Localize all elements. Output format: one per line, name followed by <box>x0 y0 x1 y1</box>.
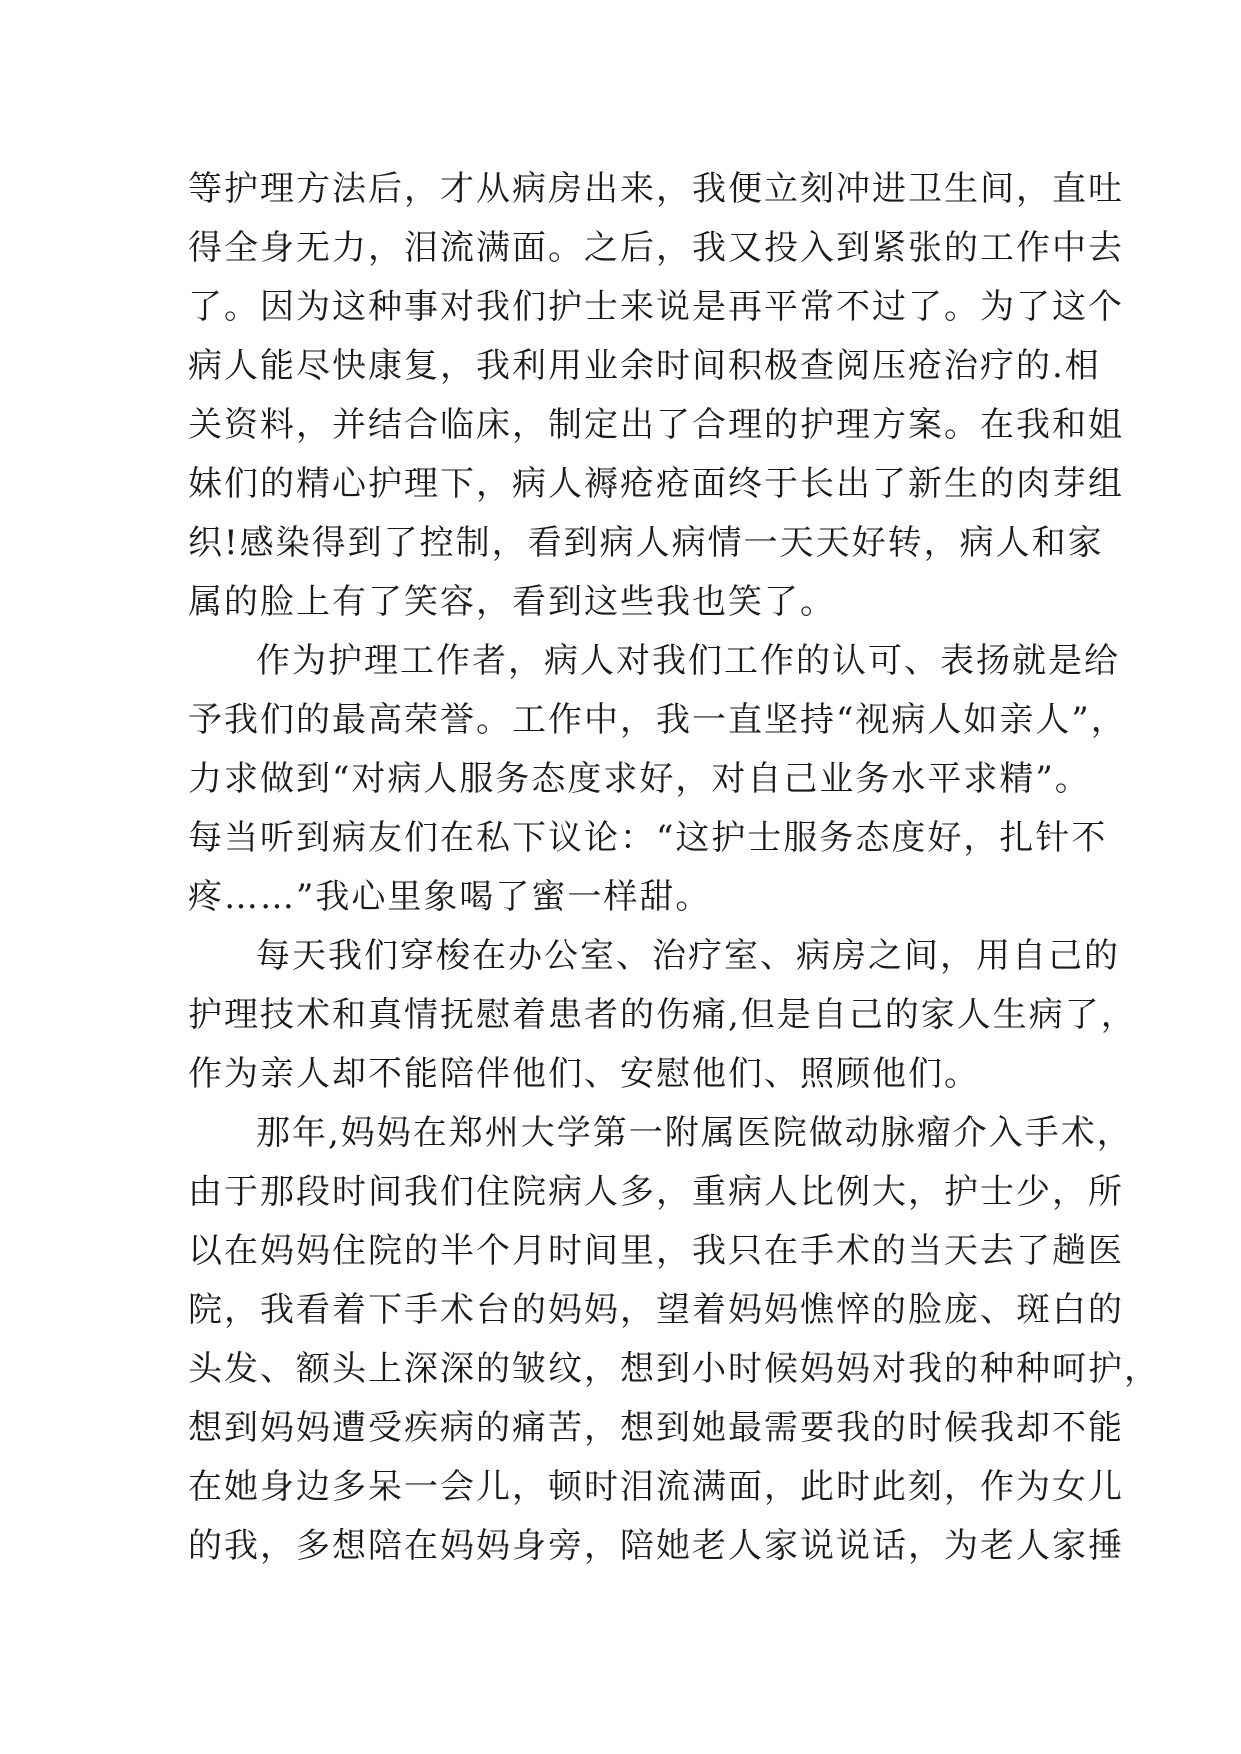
text-line: 疼……”我心里象喝了蜜一样甜。 <box>188 877 712 917</box>
text-line: 每当听到病友们在私下议论：“这护士服务态度好，扎针不 <box>188 818 1108 858</box>
text-line: 属的脸上有了笑容，看到这些我也笑了。 <box>188 582 836 622</box>
text-line: 等护理方法后，才从病房出来，我便立刻冲进卫生间，直吐 <box>188 169 1124 209</box>
text-line: 力求做到“对病人服务态度求好，对自己业务水平求精”。 <box>188 759 1091 799</box>
text-line: 在她身边多呆一会儿，顿时泪流满面，此时此刻，作为女儿 <box>188 1467 1124 1507</box>
text-line: 每天我们穿梭在办公室、治疗室、病房之间，用自己的 <box>256 936 1120 976</box>
text-line: 织!感染得到了控制，看到病人病情一天天好转，病人和家 <box>188 523 1104 563</box>
text-line: 了。因为这种事对我们护士来说是再平常不过了。为了这个 <box>188 287 1124 327</box>
text-line: 予我们的最高荣誉。工作中，我一直坚持“视病人如亲人”， <box>188 700 1127 740</box>
text-line: 头发、额头上深深的皱纹，想到小时候妈妈对我的种种呵护， <box>188 1349 1160 1389</box>
body-text <box>188 160 1160 1576</box>
text-line: 的我，多想陪在妈妈身旁，陪她老人家说说话，为老人家捶 <box>188 1526 1124 1566</box>
text-line: 以在妈妈住院的半个月时间里，我只在手术的当天去了趟医 <box>188 1231 1124 1271</box>
text-line: 由于那段时间我们住院病人多，重病人比例大，护士少，所 <box>188 1172 1124 1212</box>
text-line: 妹们的精心护理下，病人褥疮疮面终于长出了新生的肉芽组 <box>188 464 1124 504</box>
text-line: 那年,妈妈在郑州大学第一附属医院做动脉瘤介入手术， <box>256 1113 1133 1153</box>
text-line: 院，我看着下手术台的妈妈，望着妈妈憔悴的脸庞、斑白的 <box>188 1290 1124 1330</box>
text-line: 病人能尽快康复，我利用业余时间积极查阅压疮治疗的.相 <box>188 346 1101 386</box>
text-line: 关资料，并结合临床，制定出了合理的护理方案。在我和姐 <box>188 405 1124 445</box>
text-line: 作为亲人却不能陪伴他们、安慰他们、照顾他们。 <box>188 1054 980 1094</box>
text-line: 想到妈妈遭受疾病的痛苦，想到她最需要我的时候我却不能 <box>188 1408 1124 1448</box>
text-line: 得全身无力，泪流满面。之后，我又投入到紧张的工作中去 <box>188 228 1124 268</box>
text-line: 护理技术和真情抚慰着患者的伤痛,但是自己的家人生病了， <box>188 995 1137 1035</box>
text-line: 作为护理工作者，病人对我们工作的认可、表扬就是给 <box>256 641 1120 681</box>
